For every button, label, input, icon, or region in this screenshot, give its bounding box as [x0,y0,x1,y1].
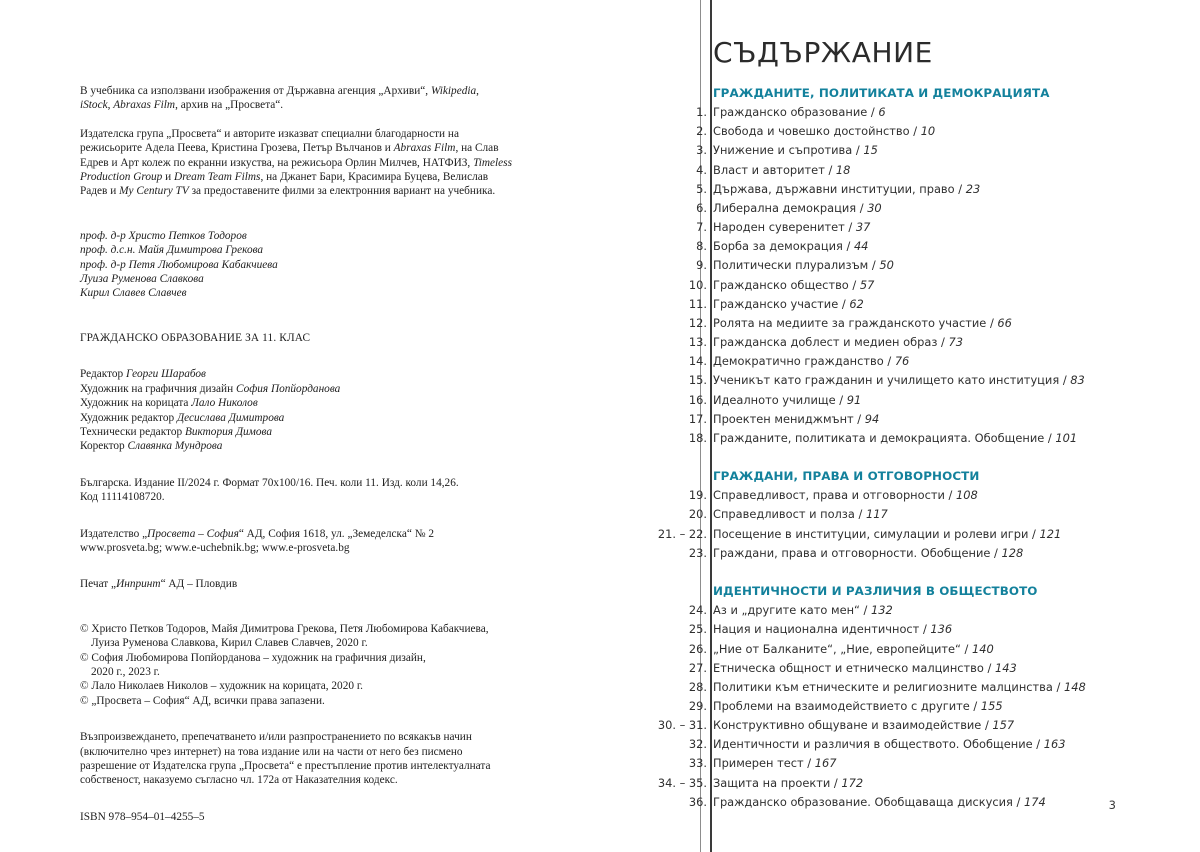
toc-entry-number: 13. [688,335,707,350]
toc-entry[interactable] [688,620,1183,639]
toc-entry-label: Народен суверенитет [713,220,845,235]
toc-entry[interactable] [688,276,1183,295]
thanks-text-b: , на Слав Едрев и Арт колеж по екранни изкуства, на режисьора Орлин Милчев, НАТФИЗ, [80,142,499,169]
copyright-text: Лало Николаев Николов – художник на корицата, 2020 г. [88,680,364,693]
toc-entry-number: 27. [688,660,707,675]
toc-entry[interactable] [688,429,1183,448]
toc-entry[interactable] [696,180,1183,199]
toc-entry-page: 132 [871,603,893,618]
toc-entry-label: Свобода и човешко достойнство [713,124,910,139]
toc-entry-label: Справедливост и полза [713,507,855,522]
printer-line [80,577,512,591]
staff-name: София Попйорданова [235,382,341,395]
staff-row [80,439,512,453]
toc-entry[interactable] [688,333,1183,352]
copyright-text-cont: 2020 г., 2023 г. [91,665,160,678]
toc-entry-number: 16. [688,392,707,407]
toc-entry-number: 23. [688,545,707,560]
image-credits-text-a: В учебника са използвани изображения от Държавна агенция „Архиви“, [80,85,431,97]
toc-list [657,84,1183,812]
toc-entry-separator: / [1028,526,1040,541]
toc-entry-page: 157 [992,718,1015,733]
thanks-my-century-tv: My Century TV [119,185,189,198]
toc-entry-number: 11. [688,296,707,311]
toc-entry-number: 3. [696,143,707,158]
toc-entry-separator: / [867,105,879,120]
publisher-suffix: “ АД, София 1618, ул. „Земеделска“ № 2 [238,527,434,540]
toc-entry-label: Гражданско образование [713,105,868,120]
copyright-row [80,694,512,708]
toc-entry-page: 37 [855,220,871,235]
toc-entry-page: 18 [835,162,851,177]
copyright-text: „Просвета – София“ АД, всички права запазени. [88,694,325,707]
toc-entry[interactable] [688,391,1183,410]
toc-entry[interactable] [688,697,1183,716]
toc-entry-label: Ролята на медиите за гражданското участие [713,315,987,330]
acknowledgements-paragraph [80,127,512,199]
toc-entry-page: 83 [1070,373,1085,388]
thanks-dream-team-films: Dream Team Films [174,171,261,184]
edition-line: Българска. Издание II/2024 г. Формат 70х100/16. Печ. коли 11. Изд. коли 14,26. [80,476,459,489]
toc-entry-number: 24. [688,603,707,618]
publisher-websites: www.prosveta.bg; www.e-uchebnik.bg; www.e-prosveta.bg [80,541,350,554]
toc-entry-label: Аз и „другите като мен“ [713,603,860,618]
toc-entry[interactable] [688,314,1183,333]
toc-entry[interactable] [688,640,1183,659]
toc-entry[interactable] [688,505,1183,524]
toc-entry-label: Гражданска доблест и медиен образ [713,335,938,350]
toc-entry-page: 174 [1023,794,1046,809]
toc-section-heading: ИДЕНТИЧНОСТИ И РАЗЛИЧИЯ В ОБЩЕСТВОТО [713,584,1038,599]
image-credits-sep-2: , [107,99,114,112]
toc-entry[interactable] [688,601,1183,620]
publisher-block [80,527,512,556]
thanks-timeless-production: Timeless Production Group [80,156,512,184]
toc-entry-page: 30 [867,200,882,215]
toc-entry-separator: / [990,545,1002,560]
toc-entry-number: 8. [696,239,707,254]
toc-entry-label: Проектен мениджмънт [713,411,854,426]
toc-entry-page: 136 [930,622,953,637]
toc-entry-separator: / [838,296,850,311]
toc-entry-page: 140 [972,641,994,656]
copyright-text: София Любомирова Попйорданова – художник на графичния дизайн, [88,651,426,664]
toc-entry-label: Примерен тест [713,756,804,771]
image-credits-istock: iStock [80,99,108,112]
copyright-icon: © [80,680,89,693]
thanks-abraxas-film: Abraxas Film [393,142,456,155]
toc-entry-label: Етническа общност и етническо малцинство [713,660,984,675]
toc-entry-number: 12. [688,315,707,330]
toc-entry-label: Идентичности и различия в обществото. Обобщение [713,737,1033,752]
edition-code: Код 11114108720. [80,491,165,504]
toc-entry-page: 121 [1039,526,1062,541]
toc-entry-separator: / [848,277,860,292]
copyright-icon: © [80,622,89,635]
toc-entry-number: 5. [696,181,707,196]
toc-entry-label: Политически плурализъм [713,258,869,273]
toc-entry-number: 20. [688,507,707,522]
toc-entry[interactable] [696,199,1183,218]
toc-entry-label: Нация и национална идентичност [713,622,920,637]
toc-entry-page: 148 [1063,679,1086,694]
toc-entry-separator: / [852,143,864,158]
toc-entry-separator: / [986,315,998,330]
toc-entry-number: 15. [688,373,707,388]
toc-entry-page: 108 [956,488,978,503]
author-name: проф. д-р Петя Любомирова Кабакчиева [80,258,278,271]
toc-entry-separator: / [1032,737,1044,752]
toc-entry-separator: / [842,239,854,254]
copyright-icon: © [80,694,89,707]
toc-entry-separator: / [1062,373,1071,388]
publisher-address [80,527,512,541]
toc-entry-number: 2. [696,124,707,139]
toc-entry-separator: / [883,354,895,369]
toc-entry-separator: / [803,756,815,771]
toc-entry-page: 44 [853,239,869,254]
page-title: СЪДЪРЖАНИЕ [713,36,933,69]
image-credits-paragraph [80,84,512,113]
toc-entry-separator: / [844,220,856,235]
folio-page-number: 3 [1108,798,1116,812]
toc-section-heading: ГРАЖДАНИТЕ, ПОЛИТИКАТА И ДЕМОКРАЦИЯТА [713,86,1050,100]
toc-entry[interactable] [688,659,1183,678]
toc-entry[interactable] [657,525,1183,544]
toc-entry-label: Ученикът като гражданин и училището като институция [713,373,1063,388]
author-name: Кирил Славев Славчев [80,287,187,300]
toc-entry[interactable] [688,754,1183,773]
copyright-icon: © [80,651,89,664]
staff-row [80,396,512,410]
publisher-name: Просвета – София [147,527,239,540]
toc-entry-separator: / [944,488,956,503]
image-credits-sep-1: , [476,85,479,97]
staff-role: Коректор [80,440,128,453]
toc-entry-label: Граждани, права и отговорности. Обобщение [713,545,991,560]
toc-entry-page: 91 [846,392,862,407]
imprint-page [80,84,512,824]
toc-entry-number: 25. [688,622,707,637]
toc-entry-number: 21. – 22. [657,526,707,541]
toc-entry-separator: / [909,124,921,139]
toc-entry-label: Демократично гражданство [713,354,884,369]
toc-entry[interactable] [688,410,1183,429]
toc-entry-separator: / [954,181,966,196]
printer-suffix: “ АД – Пловдив [160,578,238,591]
toc-entry-separator: / [835,392,847,407]
toc-entry[interactable] [696,161,1183,180]
toc-entry-separator: / [919,622,931,637]
toc-entry[interactable] [688,735,1183,754]
thanks-text-d: , на Джанет Бари, Красимира Буцева, Велислав Радев и [80,171,489,198]
toc-entry[interactable] [657,774,1183,793]
toc-entry-separator: / [969,698,981,713]
printer-prefix: Печат „ [80,578,117,591]
toc-entry-page: 167 [814,756,837,771]
staff-role: Редактор [80,368,127,381]
publisher-prefix: Издателство „ [80,527,148,540]
toc-entry-number: 36. [688,794,707,809]
toc-entry-number: 1. [696,105,707,120]
toc-entry-number: 32. [688,737,707,752]
toc-entry-label: Гражданите, политиката и демокрацията. Обобщение [713,430,1045,445]
toc-entry[interactable] [696,103,1183,122]
toc-entry-separator: / [983,660,995,675]
toc-entry-number: 7. [696,220,707,235]
image-credits-abraxas: Abraxas Film [113,99,176,112]
toc-entry-page: 76 [894,354,910,369]
author-name: проф. д-р Христо Петков Тодоров [80,229,247,242]
toc-entry-separator: / [853,411,865,426]
toc-entry-number: 34. – 35. [657,775,707,790]
image-credits-text-d: , архив на „Просвета“. [175,99,284,112]
toc-entry[interactable] [688,295,1183,314]
toc-entry-label: Унижение и съпротива [713,143,853,158]
toc-entry-label: Конструктивно общуване и взаимодействие [713,718,982,733]
toc-entry-number: 30. – 31. [657,718,707,733]
legal-notice: Възпроизвеждането, препечатването и/или разпространението по всякакъв начин (включително чрез интернет) на това издание или на части от него без писмено разрешение от Издателска група „Просвета“ е престъпление против интелектуалната собственост, наказуемо съгласно чл. 172а от Наказателния кодекс. [80,731,491,787]
toc-entry[interactable] [696,122,1183,141]
toc-entry-label: Гражданско образование. Обобщаваща дискусия [713,794,1013,809]
copyright-block [80,622,512,708]
toc-entry-page: 155 [980,698,1003,713]
isbn: ISBN 978–954–01–4255–5 [80,810,205,823]
staff-name: Георги Шарабов [126,368,206,381]
toc-entry-separator: / [824,162,836,177]
copyright-row [80,622,512,651]
thanks-text-c: и [162,171,175,184]
toc-entry[interactable] [696,218,1183,237]
thanks-text-a: Издателска група „Просвета“ и авторите изказват специални благодарности на режисьорите Адела Пеева, Кристина Грозева, Петър Вълчанов и [80,127,459,155]
toc-entry-page: 101 [1055,430,1078,445]
copyright-row [80,651,512,680]
toc-entry-number: 6. [696,200,707,215]
toc-entry-page: 172 [841,775,864,790]
staff-role: Художник на корицата [80,397,192,410]
author-name: проф. д.с.н. Майя Димитрова Грекова [80,244,264,257]
toc-entry[interactable] [696,141,1183,160]
toc-entry-label: „Ние от Балканите“, „Ние, европейците“ [713,641,961,656]
toc-entry-separator: / [1012,794,1024,809]
toc-entry-page: 163 [1043,737,1066,752]
toc-entry-separator: / [854,507,866,522]
copyright-row [80,679,512,693]
toc-entry-page: 117 [865,507,888,522]
staff-role: Художник на графичния дизайн [80,382,236,395]
authors-list [80,229,512,301]
toc-entry-page: 50 [879,258,894,273]
toc-entry-label: Политики към етническите и религиозните малцинства [713,679,1053,694]
toc-entry-number: 19. [688,488,707,503]
image-credits-wikipedia: Wikipedia [430,85,477,97]
toc-entry-page: 143 [994,660,1017,675]
toc-entry-separator: / [1052,679,1064,694]
toc-entry-page: 66 [997,315,1012,330]
copyright-text: Христо Петков Тодоров, Майя Димитрова Грекова, Петя Любомирова Кабакчиева, [88,622,489,635]
toc-entry-number: 29. [688,698,707,713]
toc-entry-label: Гражданско общество [713,277,849,292]
toc-entry[interactable] [688,486,1183,505]
toc-entry-number: 28. [688,679,707,694]
toc-entry[interactable] [657,716,1183,735]
staff-name: Десислава Димитрова [176,411,285,424]
toc-entry-label: Гражданско участие [713,296,839,311]
toc-entry-number: 9. [696,258,707,273]
toc-entry[interactable] [688,678,1183,697]
toc-entry-page: 62 [849,296,864,311]
toc-entry-label: Справедливост, права и отговорности [713,488,945,503]
toc-section-gap [713,563,1183,582]
toc-entry[interactable] [696,237,1183,256]
toc-entry-label: Либерална демокрация [713,200,857,215]
staff-row [80,382,512,396]
staff-row [80,411,512,425]
staff-role: Технически редактор [80,425,185,438]
toc-section-gap [713,448,1183,467]
toc-entry-label: Борба за демокрация [713,239,843,254]
staff-role: Художник редактор [80,411,177,424]
staff-name: Виктория Димова [184,425,272,438]
toc-entry-separator: / [1044,430,1056,445]
toc-entry-label: Власт и авторитет [713,162,825,177]
toc-entry-separator: / [960,641,972,656]
spine-rule-thick [710,0,712,852]
toc-entry-separator: / [937,335,949,350]
production-staff-list [80,367,512,453]
toc-entry-page: 15 [863,143,878,158]
toc-entry-page: 23 [965,181,981,196]
staff-name: Лало Николов [191,397,258,410]
toc-entry-number: 10. [688,277,707,292]
toc-section-heading: ГРАЖДАНИ, ПРАВА И ОТГОВОРНОСТИ [713,469,980,484]
printer-name: Инпринт [116,578,161,591]
toc-entry[interactable] [696,256,1183,275]
toc-entry-label: Държава, държавни институции, право [713,181,955,196]
toc-entry-number: 14. [688,354,707,369]
author-name: Луиза Руменова Славкова [80,273,204,286]
edition-details [80,476,512,505]
toc-entry-number: 4. [696,162,707,177]
toc-entry-separator: / [830,775,842,790]
copyright-text-cont: Луиза Руменова Славкова, Кирил Славев Славчев, 2020 г. [91,637,368,650]
toc-entry-separator: / [868,258,880,273]
toc-entry-label: Идеалното училище [713,392,836,407]
toc-entry-label: Защита на проекти [713,775,831,790]
toc-entry-page: 57 [859,277,875,292]
toc-entry-page: 73 [948,335,963,350]
thanks-text-e: за предоставените филми за електронния вариант на учебника. [188,185,496,198]
toc-entry-separator: / [859,603,872,618]
toc-entry-number: 18. [688,430,707,445]
staff-row [80,425,512,439]
toc-entry-number: 17. [688,411,707,426]
contents-page [657,0,1200,852]
toc-entry-page: 10 [920,124,936,139]
toc-entry-number: 26. [688,641,707,656]
toc-entry-page: 94 [864,411,880,426]
toc-entry-separator: / [981,718,993,733]
toc-entry-separator: / [856,200,868,215]
printer-block [80,577,512,591]
toc-entry-number: 33. [688,756,707,771]
toc-entry[interactable] [688,352,1183,371]
toc-entry[interactable] [688,371,1183,390]
staff-row [80,367,512,381]
toc-entry-page: 128 [1001,545,1024,560]
toc-entry-label: Посещение в институции, симулации и ролеви игри [713,526,1029,541]
staff-name: Славянка Мундрова [127,440,223,453]
book-title: ГРАЖДАНСКО ОБРАЗОВАНИЕ ЗА 11. КЛАС [80,331,311,344]
toc-entry[interactable] [688,544,1183,563]
toc-entry-label: Проблеми на взаимодействието с другите [713,698,970,713]
toc-entry-page: 6 [878,105,886,120]
